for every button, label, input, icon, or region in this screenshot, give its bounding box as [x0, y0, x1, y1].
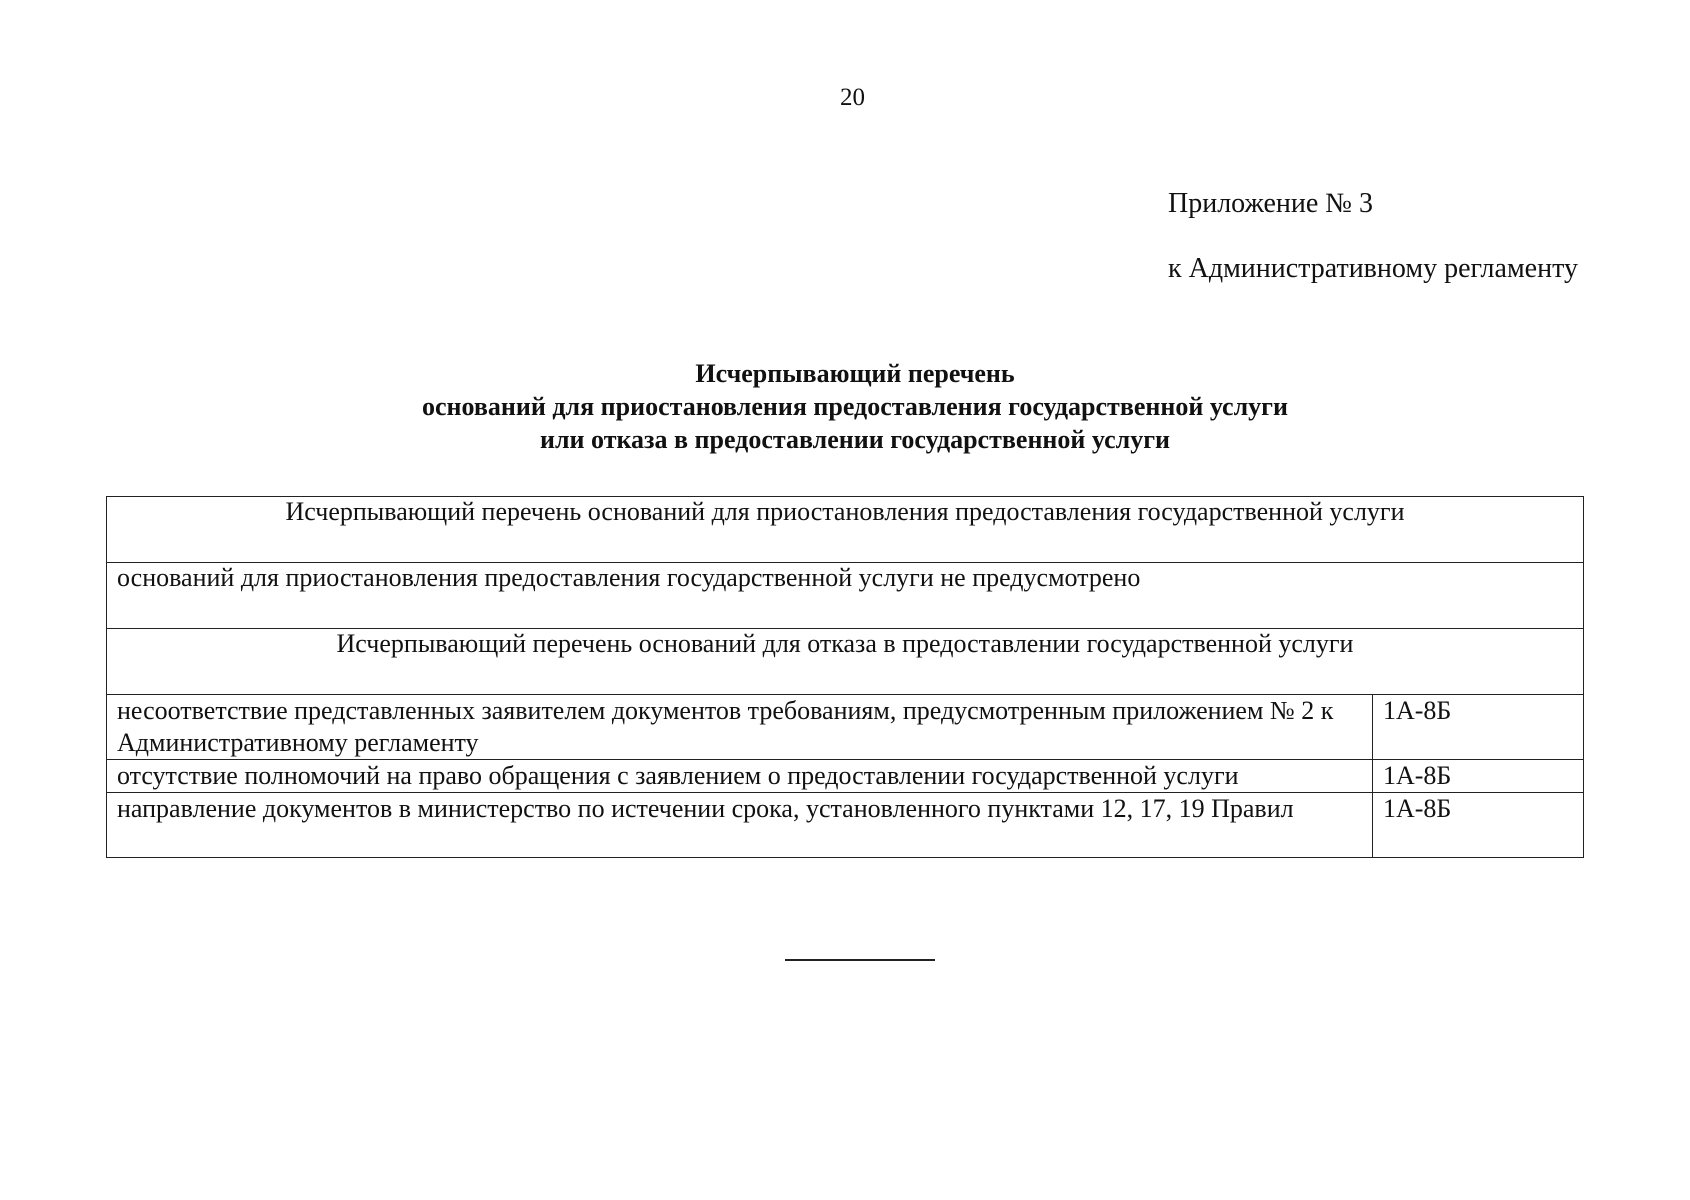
document-title-line-3: или отказа в предоставлении государственной услуги [539, 425, 1171, 454]
refusal-row [107, 695, 1584, 760]
document-title [200, 357, 1510, 456]
refusal-basis-text: несоответствие представленных заявителем документов требованиям, предусмотренным приложением № 2 к Административному регламенту [107, 695, 1373, 760]
suspension-note-row [107, 563, 1584, 629]
page-number: 20 [840, 84, 865, 111]
refusal-header-row [107, 629, 1584, 695]
refusal-basis-code: 1А-8Б [1373, 695, 1584, 760]
grounds-table [106, 496, 1584, 858]
refusal-basis-text: отсутствие полномочий на право обращения с заявлением о предоставлении государственной услуги [107, 760, 1373, 793]
appendix-title: Приложение № 3 [1168, 188, 1373, 219]
appendix-subtitle: к Административному регламенту [1168, 253, 1578, 284]
refusal-row [107, 760, 1584, 793]
refusal-row [107, 793, 1584, 858]
end-of-document-line [785, 959, 935, 961]
document-title-line-2: оснований для приостановления предоставления государственной услуги [422, 392, 1288, 421]
suspension-header-row [107, 497, 1584, 563]
refusal-basis-text: направление документов в министерство по истечении срока, установленного пунктами 12, 17, 19 Правил [107, 793, 1373, 858]
refusal-basis-code: 1А-8Б [1373, 760, 1584, 793]
suspension-note-cell: оснований для приостановления предоставления государственной услуги не предусмотрено [107, 563, 1584, 629]
document-title-line-1: Исчерпывающий перечень [695, 359, 1015, 388]
refusal-basis-code: 1А-8Б [1373, 793, 1584, 858]
suspension-header-cell: Исчерпывающий перечень оснований для приостановления предоставления государственной услуги [107, 497, 1584, 563]
refusal-header-cell: Исчерпывающий перечень оснований для отказа в предоставлении государственной услуги [107, 629, 1584, 695]
